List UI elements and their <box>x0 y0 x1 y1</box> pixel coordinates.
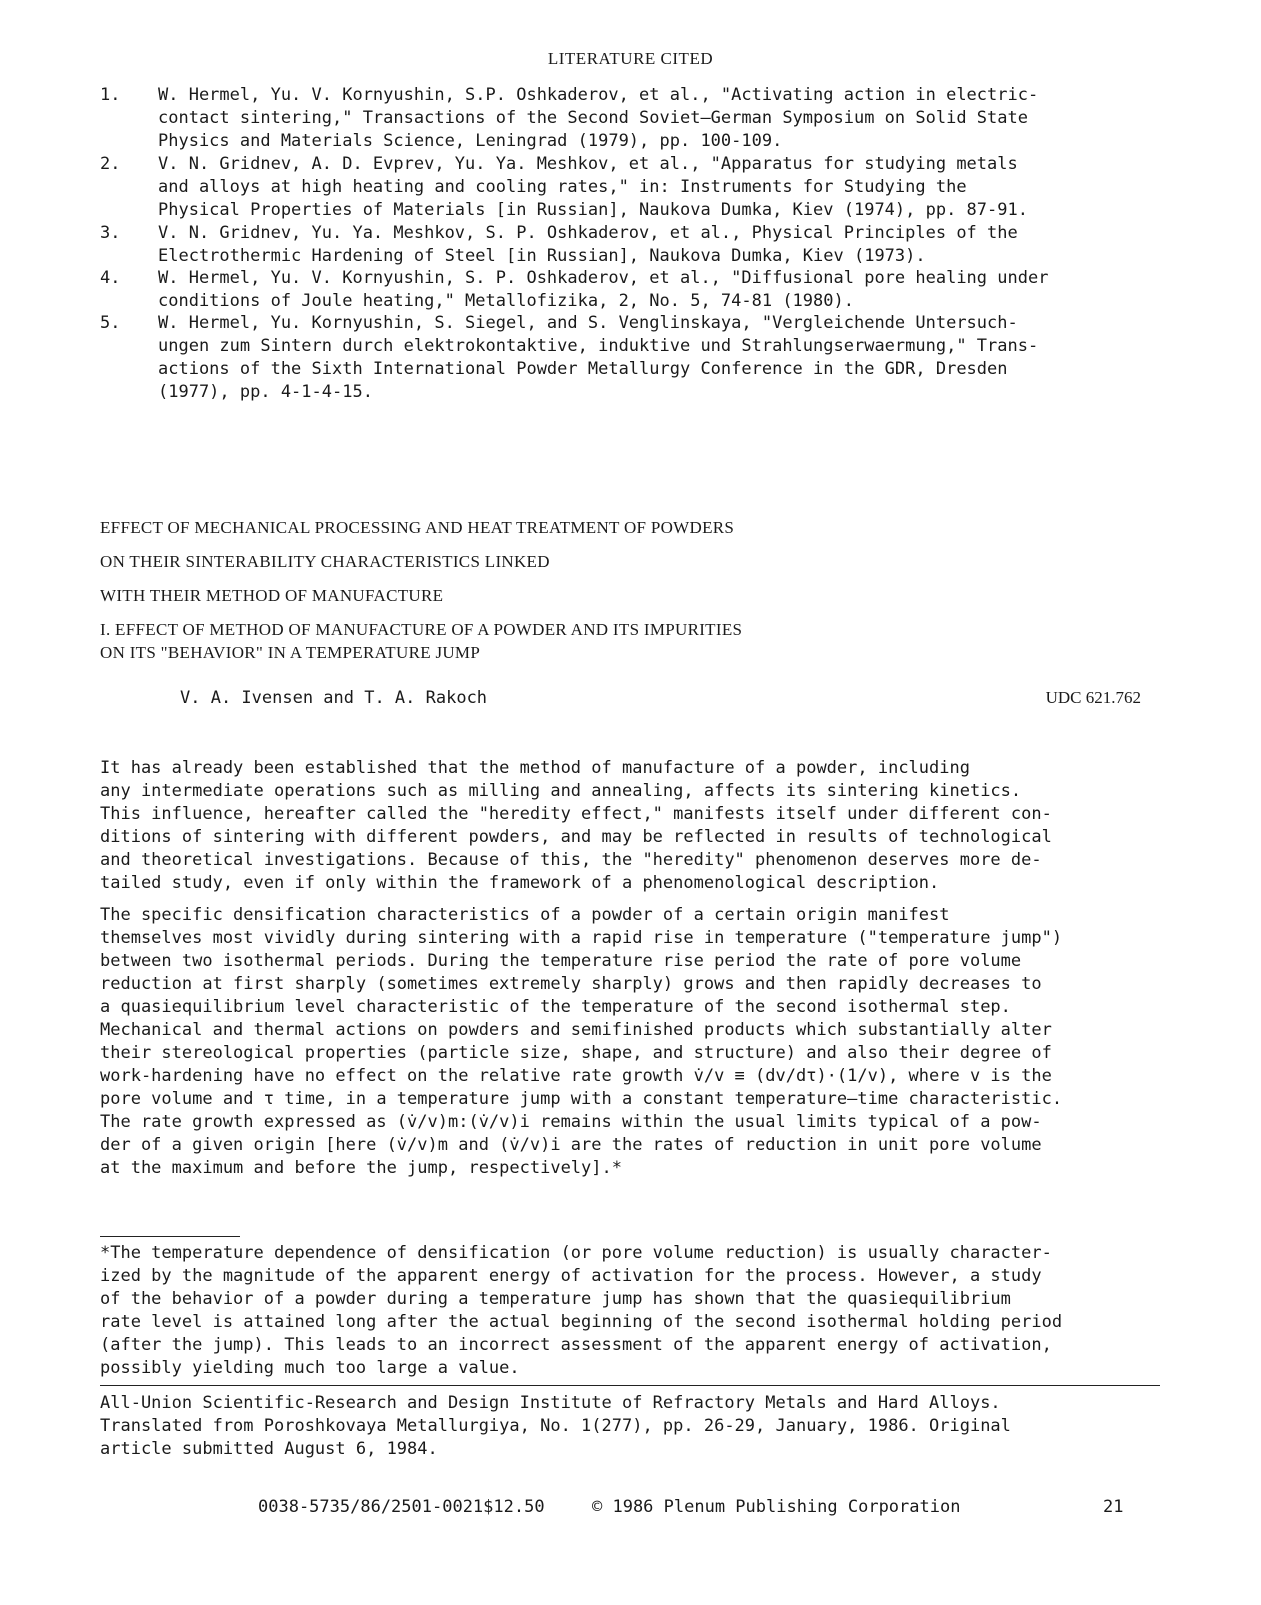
reference-number: 1. <box>100 85 121 105</box>
reference-item <box>100 84 1160 153</box>
article-authors: V. A. Ivensen and T. A. Rakoch <box>180 688 488 708</box>
footnote-text: *The temperature dependence of densification (or pore volume reduction) is usually character- ized by the magnitude of the apparent energy of activation for the process. However, a study of the behavior of a powder during a temperature jump has shown that the quasiequilibrium rate level is attained long after the actual beginning of the second isothermal holding period (after the jump). This leads to an incorrect assessment of the apparent energy of activation, possibly yielding much too large a value. <box>100 1243 1063 1378</box>
reference-text: W. Hermel, Yu. V. Kornyushin, S.P. Oshkaderov, et al., "Activating action in electric- contact sintering," Transactions of the Second Soviet—German Symposium on Solid State Physics and Materials Science, Leningrad (1979), pp. 100-109. <box>158 85 1039 151</box>
body-paragraph: It has already been established that the method of manufacture of a powder, including any intermediate operations such as milling and annealing, affects its sintering kinetics. This influence, hereafter called the "heredity effect," manifests itself under different con- ditions of sintering with different powders, and may be reflected in results of technological and theoretical investigations. Because of this, the "heredity" phenomenon deserves more de- tailed study, even if only within the framework of a phenomenological description. <box>100 758 1052 893</box>
reference-text: W. Hermel, Yu. V. Kornyushin, S. P. Oshkaderov, et al., "Diffusional pore healing under conditions of Joule heating," Metallofizika, 2, No. 5, 74-81 (1980). <box>158 268 1049 311</box>
page-number: 21 <box>1103 1497 1124 1517</box>
article-subtitle-line: I. EFFECT OF METHOD OF MANUFACTURE OF A POWDER AND ITS IMPURITIES <box>100 620 743 639</box>
affiliation-divider <box>100 1385 1160 1386</box>
article-title-line: ON THEIR SINTERABILITY CHARACTERISTICS LINKED <box>100 552 550 571</box>
body-paragraph: The specific densification characteristics of a powder of a certain origin manifest themselves most vividly during sintering with a rapid rise in temperature ("temperature jump") between two isothermal periods. During the temperature rise period the rate of pore volume reduction at first sharply (sometimes extremely sharply) grows and then rapidly decreases to a quasiequilibrium level characteristic of the temperature of the second isothermal step. Mechanical and thermal actions on powders and semifinished products which substantially alter their stereological properties (particle size, shape, and structure) and also their degree of work-hardening have no effect on the relative rate growth v̇/v ≡ (dv/dτ)·(1/v), where v is the pore volume and τ time, in a temperature jump with a constant temperature—time characteristic. The rate growth expressed as (v̇/v)m:(v̇/v)i remains within the usual limits typical of a pow- der of a given origin [here (v̇/v)m and (v̇/v)i are the rates of reduction in unit pore volume at the maximum and before the jump, respectively].* <box>100 905 1063 1178</box>
reference-item <box>100 153 1160 222</box>
reference-item <box>100 222 1160 268</box>
reference-number: 5. <box>100 313 121 333</box>
article-title-line: EFFECT OF MECHANICAL PROCESSING AND HEAT TREATMENT OF POWDERS <box>100 518 735 537</box>
reference-item <box>100 267 1160 313</box>
reference-number: 3. <box>100 223 121 243</box>
reference-number: 4. <box>100 268 121 288</box>
journal-code: 0038-5735/86/2501-0021$12.50 <box>258 1497 545 1517</box>
footnote-divider <box>100 1236 240 1237</box>
copyright-notice: © 1986 Plenum Publishing Corporation <box>592 1497 961 1517</box>
reference-item <box>100 312 1160 404</box>
reference-text: W. Hermel, Yu. Kornyushin, S. Siegel, and S. Venglinskaya, "Vergleichende Untersuch- ungen zum Sintern durch elektrokontaktive, induktive und Strahlungserwaermung," Trans- actions of the Sixth International Powder Metallurgy Conference in the GDR, Dresden (1977), pp. 4-1-4-15. <box>158 313 1039 402</box>
reference-text: V. N. Gridnev, A. D. Evprev, Yu. Ya. Meshkov, et al., "Apparatus for studying metals and alloys at high heating and cooling rates," in: Instruments for Studying the Physical Properties of Materials [in Russian], Naukova Dumka, Kiev (1974), pp. 87-91. <box>158 154 1028 220</box>
reference-number: 2. <box>100 154 121 174</box>
udc-code: UDC 621.762 <box>1045 688 1141 707</box>
article-title-line: WITH THEIR METHOD OF MANUFACTURE <box>100 586 444 605</box>
article-subtitle-line: ON ITS "BEHAVIOR" IN A TEMPERATURE JUMP <box>100 643 481 662</box>
reference-text: V. N. Gridnev, Yu. Ya. Meshkov, S. P. Oshkaderov, et al., Physical Principles of the Electrothermic Hardening of Steel [in Russian], Naukova Dumka, Kiev (1973). <box>158 223 1018 266</box>
literature-cited-heading: LITERATURE CITED <box>547 49 714 68</box>
affiliation-text: All-Union Scientific-Research and Design Institute of Refractory Metals and Hard Alloys. Translated from Poroshkovaya Metallurgiya, No. 1(277), pp. 26-29, January, 1986. Original article submitted August 6, 1984. <box>100 1393 1011 1459</box>
